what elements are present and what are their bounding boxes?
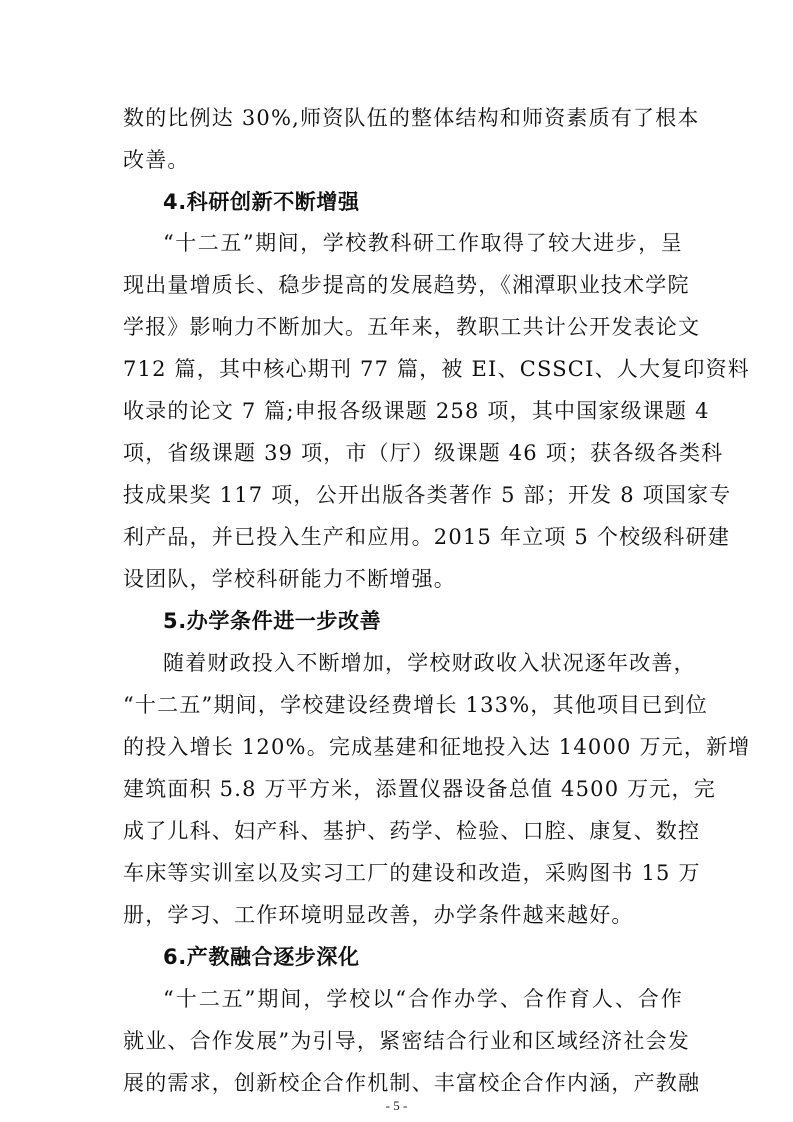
section-heading-conditions: 5.办学条件进一步改善 [163,609,382,633]
page-number: - 5 - [385,1098,408,1113]
paragraph-line: 技成果奖 117 项，公开出版各类著作 5 部；开发 8 项国家专 [123,483,732,507]
paragraph-line: 册，学习、工作环境明显改善，办学条件越来越好。 [123,903,634,927]
paragraph-line: 建筑面积 5.8 万平方米，添置仪器设备总值 4500 万元，完 [123,777,716,801]
paragraph-line: 成了儿科、妇产科、基护、药学、检验、口腔、康复、数控 [123,819,701,843]
paragraph-line: 车床等实训室以及实习工厂的建设和改造，采购图书 15 万 [123,861,701,885]
paragraph-line: 设团队，学校科研能力不断增强。 [123,567,456,591]
paragraph-line: 改善。 [123,148,190,172]
paragraph-line: 项，省级课题 39 项，市（厅）级课题 46 项；获各级各类科 [123,441,724,465]
paragraph-line: 现出量增质长、稳步提高的发展趋势，《湘潭职业技术学院 [123,273,690,297]
paragraph-line: “十二五”期间，学校教科研工作取得了较大进步，呈 [163,231,683,255]
section-heading-industry-education: 6.产教融合逐步深化 [163,945,360,969]
section-heading-research: 4.科研创新不断增强 [163,190,360,214]
paragraph-line: “十二五”期间，学校以“合作办学、合作育人、合作 [163,987,683,1011]
paragraph-line: 收录的论文 7 篇;申报各级课题 258 项，其中国家级课题 4 [123,399,710,423]
paragraph-line: 的投入增长 120%。完成基建和征地投入达 14000 万元，新增 [123,735,751,759]
paragraph-line: 712 篇，其中核心期刊 77 篇，被 EI、CSSCI、人大复印资料 [123,357,750,381]
paragraph-line: “十二五”期间，学校建设经费增长 133%，其他项目已到位 [123,693,708,717]
paragraph-line: 随着财政投入不断增加，学校财政收入状况逐年改善， [163,651,696,675]
paragraph-line: 数的比例达 30%,师资队伍的整体结构和师资素质有了根本 [123,106,700,130]
paragraph-line: 利产品，并已投入生产和应用。2015 年立项 5 个校级科研建 [123,525,731,549]
paragraph-line: 学报》影响力不断加大。五年来，教职工共计公开发表论文 [123,315,701,339]
paragraph-line: 展的需求，创新校企合作机制、丰富校企合作内涵，产教融 [123,1071,701,1095]
paragraph-line: 就业、合作发展”为引导，紧密结合行业和区域经济社会发 [123,1029,690,1053]
